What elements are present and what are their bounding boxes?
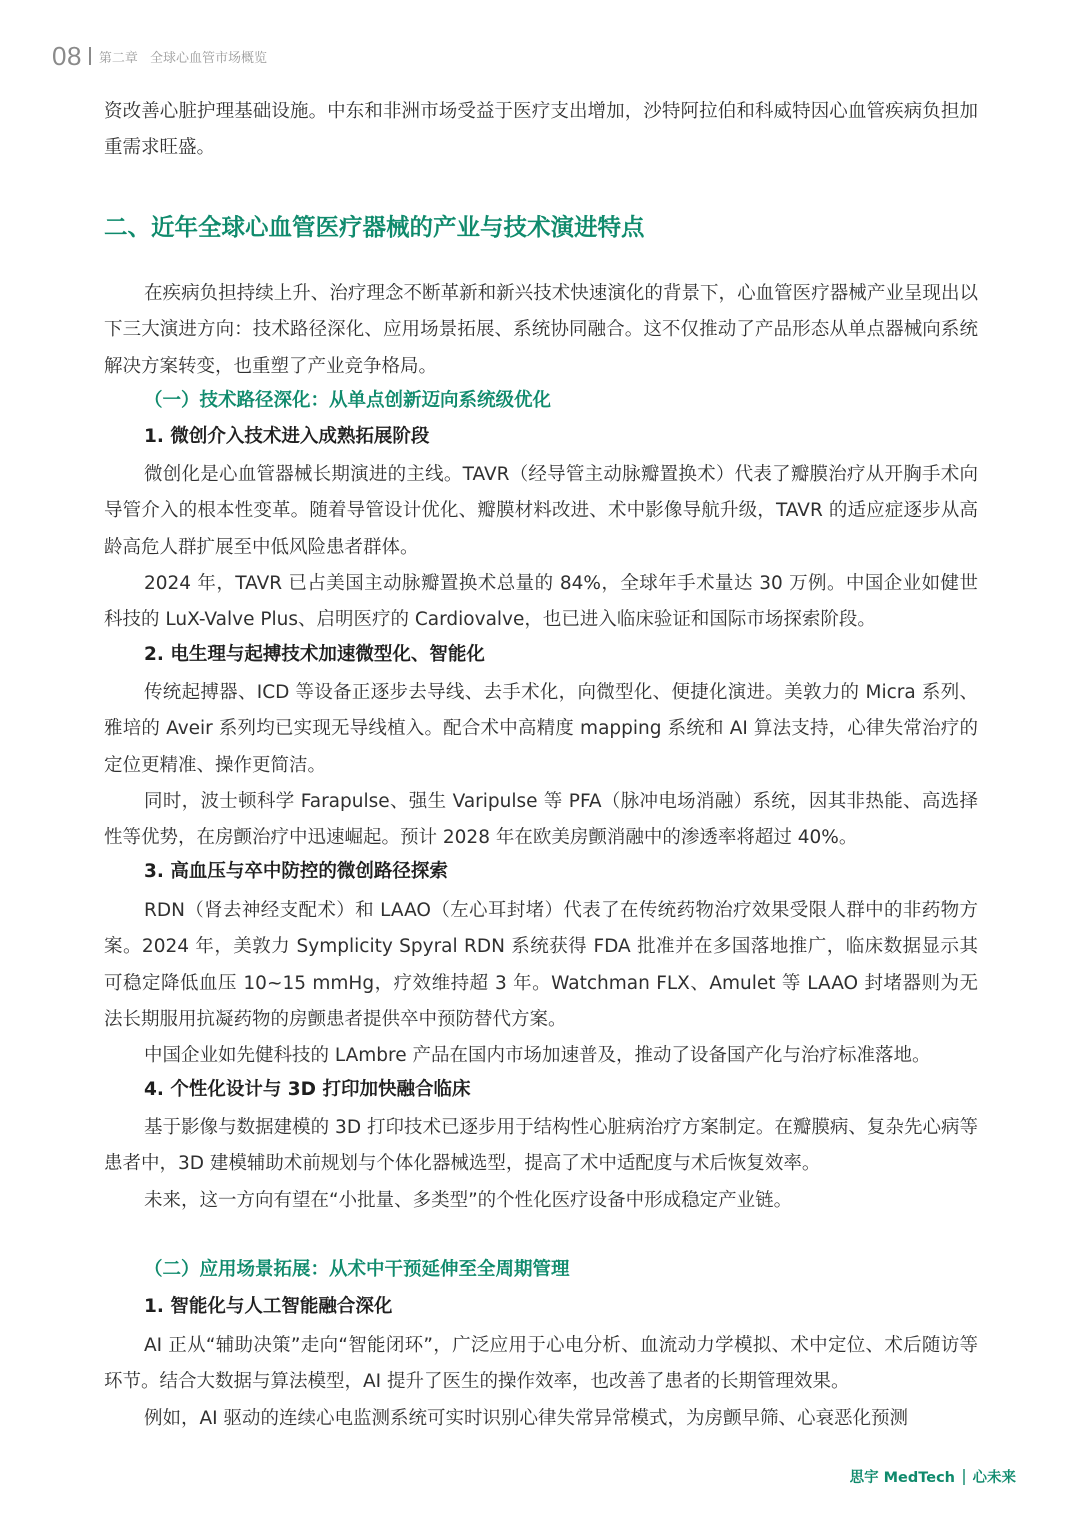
item-2-title: 2. 电生理与起搏技术加速微型化、智能化	[144, 644, 485, 665]
footer-divider	[963, 1469, 965, 1485]
footer-brand: 思宇 MedTech	[849, 1470, 955, 1486]
sub2-item-1-title: 1. 智能化与人工智能融合深化	[144, 1296, 393, 1317]
page-header	[52, 40, 267, 72]
item-1-paragraph-2: 2024 年，TAVR 已占美国主动脉瓣置换术总量的 84%，全球年手术量达 30 万例。中国企业如健世科技的 LuX-Valve Plus、启明医疗的 Cardiovalve，也已进入临床验证和国际市场探索阶段。	[104, 573, 978, 631]
item-3-paragraph-1: RDN（肾去神经支配术）和 LAAO（左心耳封堵）代表了在传统药物治疗效果受限人群中的非药物方案。2024 年，美敦力 Symplicity Spyral RDN 系统获得 FDA 批准并在多国落地推广，临床数据显示其可稳定降低血压 10~15 mmHg，疗效维持超 3 年。Watchman FLX、Amulet 等 LAAO 封堵器则为无法长期服用抗凝药物的房颤患者提供卒中预防替代方案。	[104, 900, 978, 1030]
item-2-paragraph-1: 传统起搏器、ICD 等设备正逐步去导线、去手术化，向微型化、便捷化演进。美敦力的 Micra 系列、雅培的 Aveir 系列均已实现无导线植入。配合术中高精度 mapping 系统和 AI 算法支持，心律失常治疗的定位更精准、操作更简洁。	[104, 682, 978, 776]
item-3-paragraph-2: 中国企业如先健科技的 LAmbre 产品在国内市场加速普及，推动了设备国产化与治疗标准落地。	[144, 1045, 931, 1066]
header-divider	[89, 47, 91, 65]
item-2-paragraph-2: 同时，波士顿科学 Farapulse、强生 Varipulse 等 PFA（脉冲电场消融）系统，因其非热能、高选择性等优势，在房颤治疗中迅速崛起。预计 2028 年在欧美房颤消融中的渗透率将超过 40%。	[104, 791, 978, 849]
sub2-item-1-paragraph-2: 例如，AI 驱动的连续心电监测系统可实时识别心律失常异常模式，为房颤早筛、心衰恶化预测	[144, 1408, 908, 1429]
footer-slogan: 心未来	[972, 1470, 1016, 1486]
item-4-paragraph-2: 未来，这一方向有望在“小批量、多类型”的个性化医疗设备中形成稳定产业链。	[144, 1190, 793, 1211]
sub2-item-1-paragraph-1: AI 正从“辅助决策”走向“智能闭环”，广泛应用于心电分析、血流动力学模拟、术中定位、术后随访等环节。结合大数据与算法模型，AI 提升了医生的操作效率，也改善了患者的长期管理效果。	[104, 1335, 978, 1393]
item-4-title: 4. 个性化设计与 3D 打印加快融合临床	[144, 1079, 471, 1100]
page-number: 08	[52, 40, 82, 71]
item-1-paragraph-1: 微创化是心血管器械长期演进的主线。TAVR（经导管主动脉瓣置换术）代表了瓣膜治疗从开胸手术向导管介入的根本性变革。随着导管设计优化、瓣膜材料改进、术中影像导航升级，TAVR 的适应症逐步从高龄高危人群扩展至中低风险患者群体。	[104, 464, 978, 558]
section-title: 二、近年全球心血管医疗器械的产业与技术演进特点	[104, 213, 645, 241]
item-1-title: 1. 微创介入技术进入成熟拓展阶段	[144, 426, 430, 447]
section-lead-paragraph: 在疾病负担持续上升、治疗理念不断革新和新兴技术快速演化的背景下，心血管医疗器械产业呈现出以下三大演进方向：技术路径深化、应用场景拓展、系统协同融合。这不仅推动了产品形态从单点器械向系统解决方案转变，也重塑了产业竞争格局。	[104, 283, 978, 377]
subsection-2-title: （二）应用场景拓展：从术中干预延伸至全周期管理	[144, 1259, 570, 1280]
page-footer	[850, 1466, 1016, 1487]
item-4-paragraph-1: 基于影像与数据建模的 3D 打印技术已逐步用于结构性心脏病治疗方案制定。在瓣膜病、复杂先心病等患者中，3D 建模辅助术前规划与个体化器械选型，提高了术中适配度与术后恢复效率。	[104, 1117, 978, 1175]
chapter-title: 全球心血管市场概览	[149, 50, 267, 66]
subsection-1-title: （一）技术路径深化：从单点创新迈向系统级优化	[144, 390, 552, 411]
chapter-label: 第二章	[98, 50, 138, 66]
intro-paragraph: 资改善心脏护理基础设施。中东和非洲市场受益于医疗支出增加，沙特阿拉伯和科威特因心血管疾病负担加重需求旺盛。	[104, 101, 978, 159]
item-3-title: 3. 高血压与卒中防控的微创路径探索	[144, 861, 448, 882]
